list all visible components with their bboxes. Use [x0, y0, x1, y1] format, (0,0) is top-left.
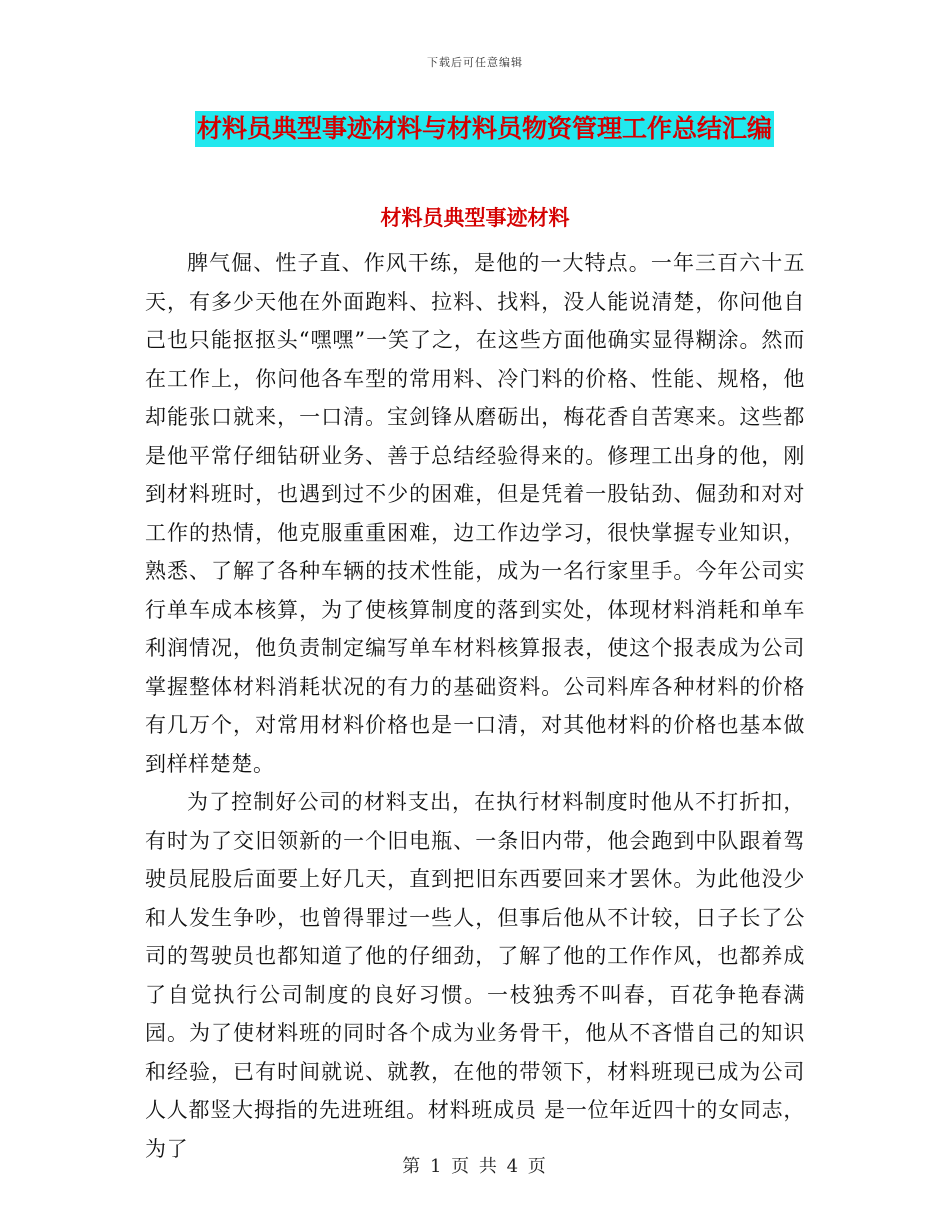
paragraph-1: 脾气倔、性子直、作风干练，是他的一大特点。一年三百六十五天，有多少天他在外面跑料、拉料、找料，没人能说清楚，你问他自己也只能抠抠头“嘿嘿”一笑了之，在这些方面他确实显得糊涂。然而在工作上，你问他各车型的常用料、冷门料的价格、性能、规格，他却能张口就来，一口清。宝剑锋从磨砺出，梅花香自苦寒来。这些都是他平常仔细钻研业务、善于总结经验得来的。修理工出身的他，刚到材料班时，也遇到过不少的困难，但是凭着一股钻劲、倔劲和对对工作的热情，他克服重重困难，边工作边学习，很快掌握专业知识，熟悉、了解了各种车辆的技术性能，成为一名行家里手。今年公司实行单车成本核算，为了使核算制度的落到实处，体现材料消耗和单车利润情况，他负责制定编写单车材料核算报表，使这个报表成为公司掌握整体材料消耗状况的有力的基础资料。公司料库各种材料的价格有几万个，对常用材料价格也是一口清，对其他材料的价格也基本做到样样楚楚。 [145, 251, 805, 776]
body-text [145, 244, 805, 1168]
page-footer: 第 1 页 共 4 页 [402, 1156, 548, 1177]
document-title: 材料员典型事迹材料与材料员物资管理工作总结汇编 [195, 111, 774, 147]
paragraph-2: 为了控制好公司的材料支出，在执行材料制度时他从不打折扣，有时为了交旧领新的一个旧电瓶、一条旧内带，他会跑到中队跟着驾驶员屁股后面要上好几天，直到把旧东西要回来才罢休。为此他没少和人发生争吵，也曾得罪过一些人，但事后他从不计较，日子长了公司的驾驶员也都知道了他的仔细劲，了解了他的工作作风，也都养成了自觉执行公司制度的良好习惯。一枝独秀不叫春，百花争艳春满园。为了使材料班的同时各个成为业务骨干，他从不吝惜自己的知识和经验，已有时间就说、就教，在他的带领下，材料班现已成为公司人人都竖大拇指的先进班组。材料班成员 是一位年近四十的女同志，为了 [145, 790, 805, 1161]
section-title: 材料员典型事迹材料 [380, 206, 570, 230]
header-note: 下载后可任意编辑 [427, 56, 523, 69]
